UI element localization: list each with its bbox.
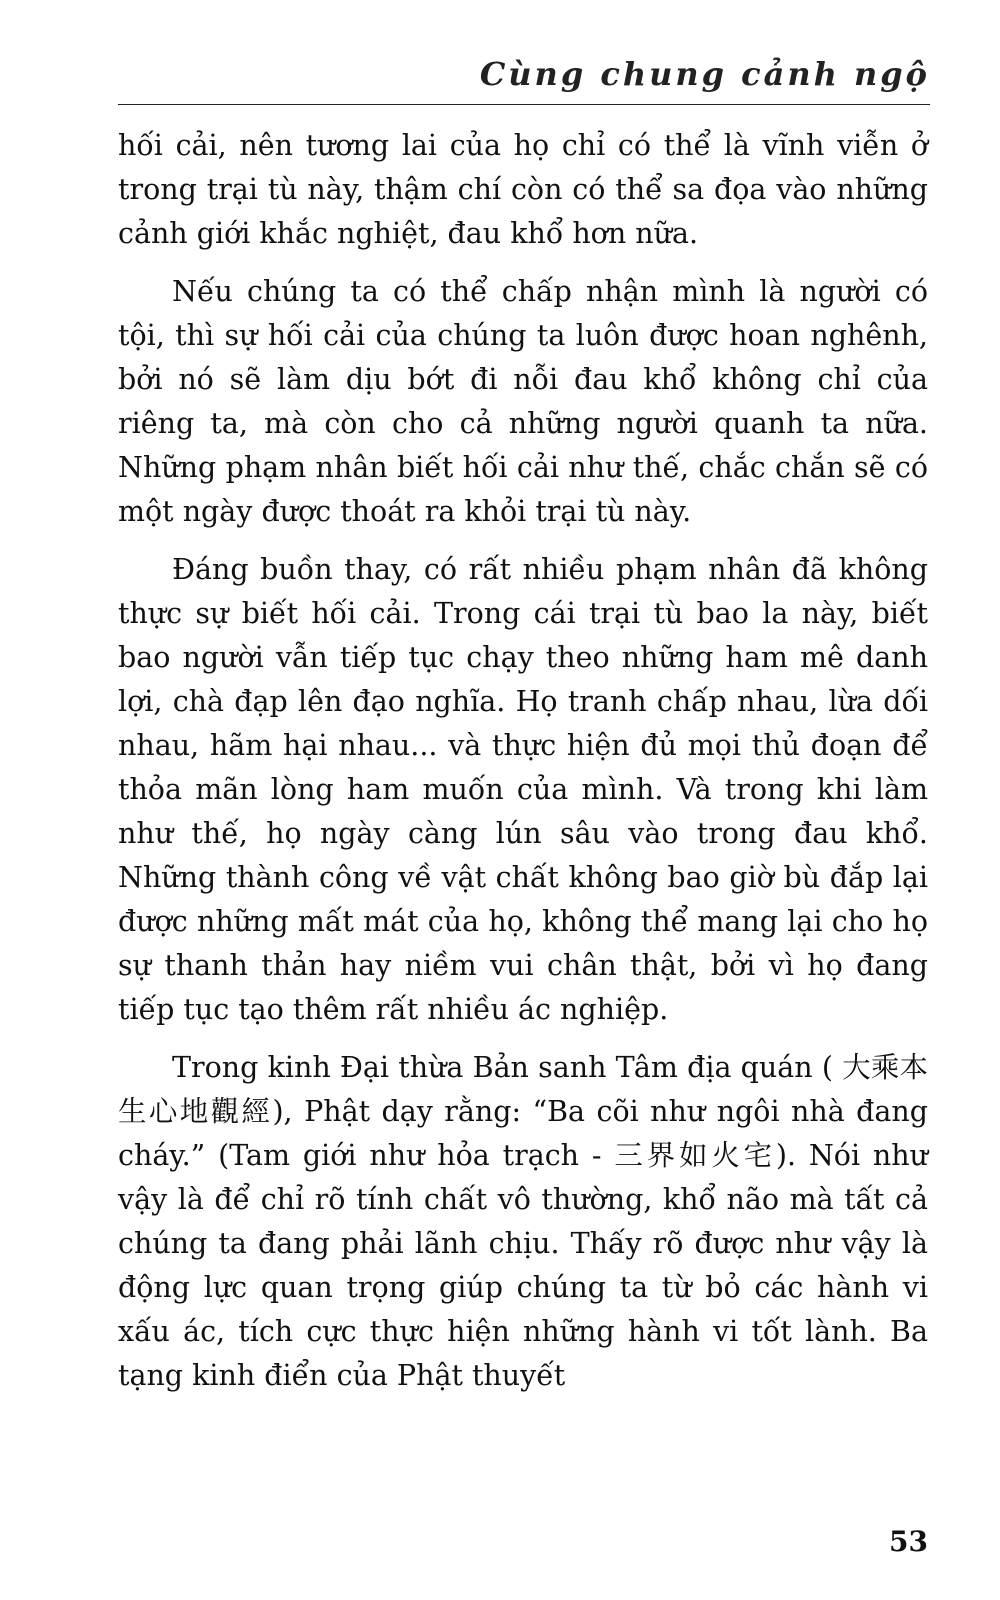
page-number: 53 — [889, 1525, 928, 1558]
paragraph: Trong kinh Đại thừa Bản sanh Tâm địa quán ( 大乘本生心地觀經), Phật dạy rằng: “Ba cõi như ngôi nhà đang cháy.” (Tam giới như hỏa trạch - 三界如火宅). Nói như vậy là để chỉ rõ tính chất vô thường, khổ não mà tất cả chúng ta đang phải lãnh chịu. Thấy rõ được như vậy là động lực quan trọng giúp chúng ta từ bỏ các hành vi xấu ác, tích cực thực hiện những hành vi tốt lành. Ba tạng kinh điển của Phật thuyết — [118, 1051, 928, 1392]
running-title: Cùng chung cảnh ngộ — [479, 55, 930, 93]
paragraph-continuation: hối cải, nên tương lai của họ chỉ có thể là vĩnh viễn ở trong trại tù này, thậm chí còn có thể sa đọa vào những cảnh giới khắc nghiệt, đau khổ hơn nữa. — [118, 129, 928, 250]
page-body — [118, 124, 928, 1412]
running-header — [118, 52, 930, 105]
paragraph: Nếu chúng ta có thể chấp nhận mình là người có tội, thì sự hối cải của chúng ta luôn được hoan nghênh, bởi nó sẽ làm dịu bớt đi nỗi đau khổ không chỉ của riêng ta, mà còn cho cả những người quanh ta nữa. Những phạm nhân biết hối cải như thế, chắc chắn sẽ có một ngày được thoát ra khỏi trại tù này. — [118, 275, 928, 528]
paragraph: Đáng buồn thay, có rất nhiều phạm nhân đã không thực sự biết hối cải. Trong cái trại tù bao la này, biết bao người vẫn tiếp tục chạy theo những ham mê danh lợi, chà đạp lên đạo nghĩa. Họ tranh chấp nhau, lừa dối nhau, hãm hại nhau... và thực hiện đủ mọi thủ đoạn để thỏa mãn lòng ham muốn của mình. Và trong khi làm như thế, họ ngày càng lún sâu vào trong đau khổ. Những thành công về vật chất không bao giờ bù đắp lại được những mất mát của họ, không thể mang lại cho họ sự thanh thản hay niềm vui chân thật, bởi vì họ đang tiếp tục tạo thêm rất nhiều ác nghiệp. — [118, 553, 928, 1026]
